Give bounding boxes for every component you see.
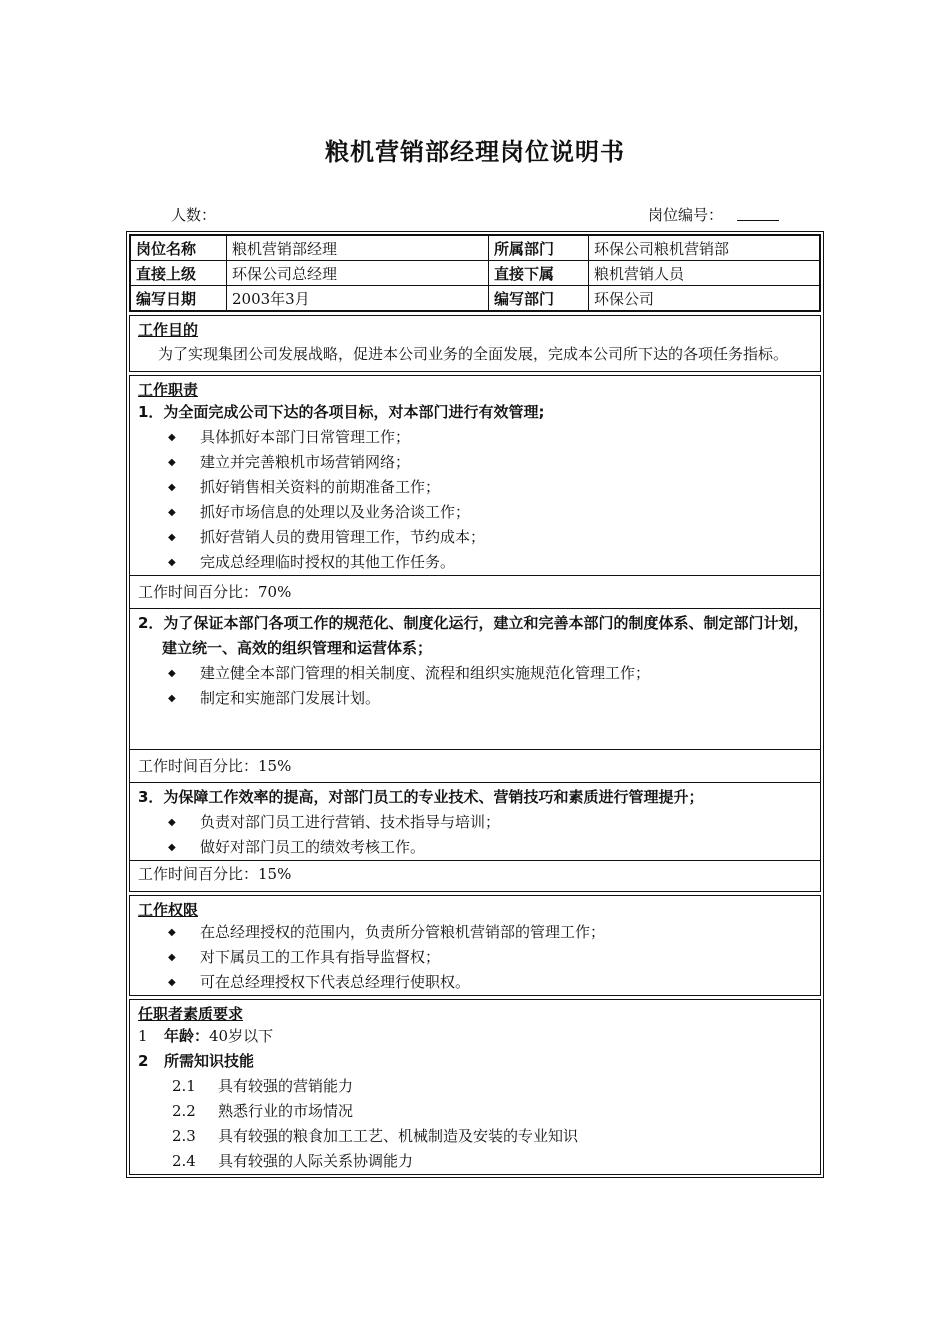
diamond-bullet-icon: ◆	[168, 817, 176, 828]
headcount-label: 人数：	[171, 206, 217, 224]
job-description-form	[126, 231, 824, 1178]
skills-requirement: 2 所需知识技能	[138, 1052, 255, 1070]
table-row	[131, 261, 820, 286]
diamond-bullet-icon: ◆	[168, 952, 176, 963]
diamond-bullet-icon: ◆	[168, 457, 176, 468]
diamond-bullet-icon: ◆	[168, 482, 176, 493]
department-label: 所属部门	[489, 236, 589, 261]
duty-3-percent: 工作时间百分比：15%	[130, 860, 820, 891]
position-code-blank	[737, 208, 779, 221]
list-item: 2.3 具有较强的粮食加工工艺、机械制造及安装的专业知识	[172, 1127, 579, 1145]
list-item: ◆ 对下属员工的工作具有指导监督权；	[130, 945, 820, 970]
diamond-bullet-icon: ◆	[168, 977, 176, 988]
supervisor-label: 直接上级	[131, 261, 227, 286]
duty-1-percent: 工作时间百分比：70%	[130, 575, 820, 608]
supervisor-value: 环保公司总经理	[227, 261, 489, 286]
position-code	[648, 204, 779, 225]
diamond-bullet-icon: ◆	[168, 432, 176, 443]
list-item: ◆ 做好对部门员工的绩效考核工作。	[130, 835, 820, 860]
subordinate-value: 粮机营销人员	[589, 261, 820, 286]
department-value: 环保公司粮机营销部	[589, 236, 820, 261]
list-item: ◆ 抓好市场信息的处理以及业务洽谈工作；	[130, 500, 820, 525]
subordinate-label: 直接下属	[489, 261, 589, 286]
duties-block	[129, 375, 821, 892]
authority-block	[129, 895, 821, 996]
list-item: ◆ 可在总经理授权下代表总经理行使职权。	[130, 970, 820, 995]
page-title: 粮机营销部经理岗位说明书	[325, 138, 625, 166]
date-label: 编写日期	[131, 286, 227, 311]
duties-heading: 工作职责	[138, 381, 199, 399]
basic-info-table	[130, 235, 820, 311]
list-item: ◆ 建立并完善粮机市场营销网络；	[130, 450, 820, 475]
list-item: 2.2 熟悉行业的市场情况	[172, 1102, 354, 1120]
list-item: 2.4 具有较强的人际关系协调能力	[172, 1152, 414, 1170]
list-item: ◆ 完成总经理临时授权的其他工作任务。	[130, 550, 820, 575]
diamond-bullet-icon: ◆	[168, 507, 176, 518]
date-value: 2003年3月	[227, 286, 489, 311]
purpose-block	[129, 315, 821, 372]
duty-2-title: 2．为了保证本部门各项工作的规范化、制度化运行，建立和完善本部门的制度体系、制定部门计划，建立统一、高效的组织管理和运营体系；	[138, 614, 809, 657]
authority-heading: 工作权限	[138, 901, 199, 919]
list-item: ◆ 制定和实施部门发展计划。	[130, 686, 820, 711]
diamond-bullet-icon: ◆	[168, 532, 176, 543]
purpose-heading: 工作目的	[138, 321, 199, 339]
diamond-bullet-icon: ◆	[168, 693, 176, 704]
diamond-bullet-icon: ◆	[168, 557, 176, 568]
diamond-bullet-icon: ◆	[168, 842, 176, 853]
duty-3-title: 3．为保障工作效率的提高，对部门员工的专业技术、营销技巧和素质进行管理提升；	[138, 788, 704, 806]
age-requirement: 1 年龄：40岁以下	[138, 1027, 274, 1045]
duty-2-percent: 工作时间百分比：15%	[130, 749, 820, 782]
list-item: ◆ 负责对部门员工进行营销、技术指导与培训；	[130, 810, 820, 835]
duty-2-section	[130, 608, 820, 749]
position-name-value: 粮机营销部经理	[227, 236, 489, 261]
list-item: ◆ 抓好销售相关资料的前期准备工作；	[130, 475, 820, 500]
author-dept-label: 编写部门	[489, 286, 589, 311]
list-item: ◆ 抓好营销人员的费用管理工作，节约成本；	[130, 525, 820, 550]
diamond-bullet-icon: ◆	[168, 668, 176, 679]
list-item: ◆ 具体抓好本部门日常管理工作；	[130, 425, 820, 450]
table-row	[131, 286, 820, 311]
diamond-bullet-icon: ◆	[168, 927, 176, 938]
basic-info-block	[129, 234, 821, 312]
table-row	[131, 236, 820, 261]
list-item: ◆ 在总经理授权的范围内，负责所分管粮机营销部的管理工作；	[130, 920, 820, 945]
requirements-heading: 任职者素质要求	[138, 1005, 244, 1023]
duty-1-title: 1．为全面完成公司下达的各项目标，对本部门进行有效管理;	[138, 403, 545, 421]
list-item: ◆ 建立健全本部门管理的相关制度、流程和组织实施规范化管理工作；	[130, 661, 820, 686]
position-code-label: 岗位编号：	[648, 206, 724, 224]
duty-3-section	[130, 782, 820, 860]
author-dept-value: 环保公司	[589, 286, 820, 311]
requirements-block	[129, 999, 821, 1175]
list-item: 2.1 具有较强的营销能力	[172, 1077, 354, 1095]
purpose-text: 为了实现集团公司发展战略，促进本公司业务的全面发展，完成本公司所下达的各项任务指标。	[158, 345, 789, 363]
position-name-label: 岗位名称	[131, 236, 227, 261]
